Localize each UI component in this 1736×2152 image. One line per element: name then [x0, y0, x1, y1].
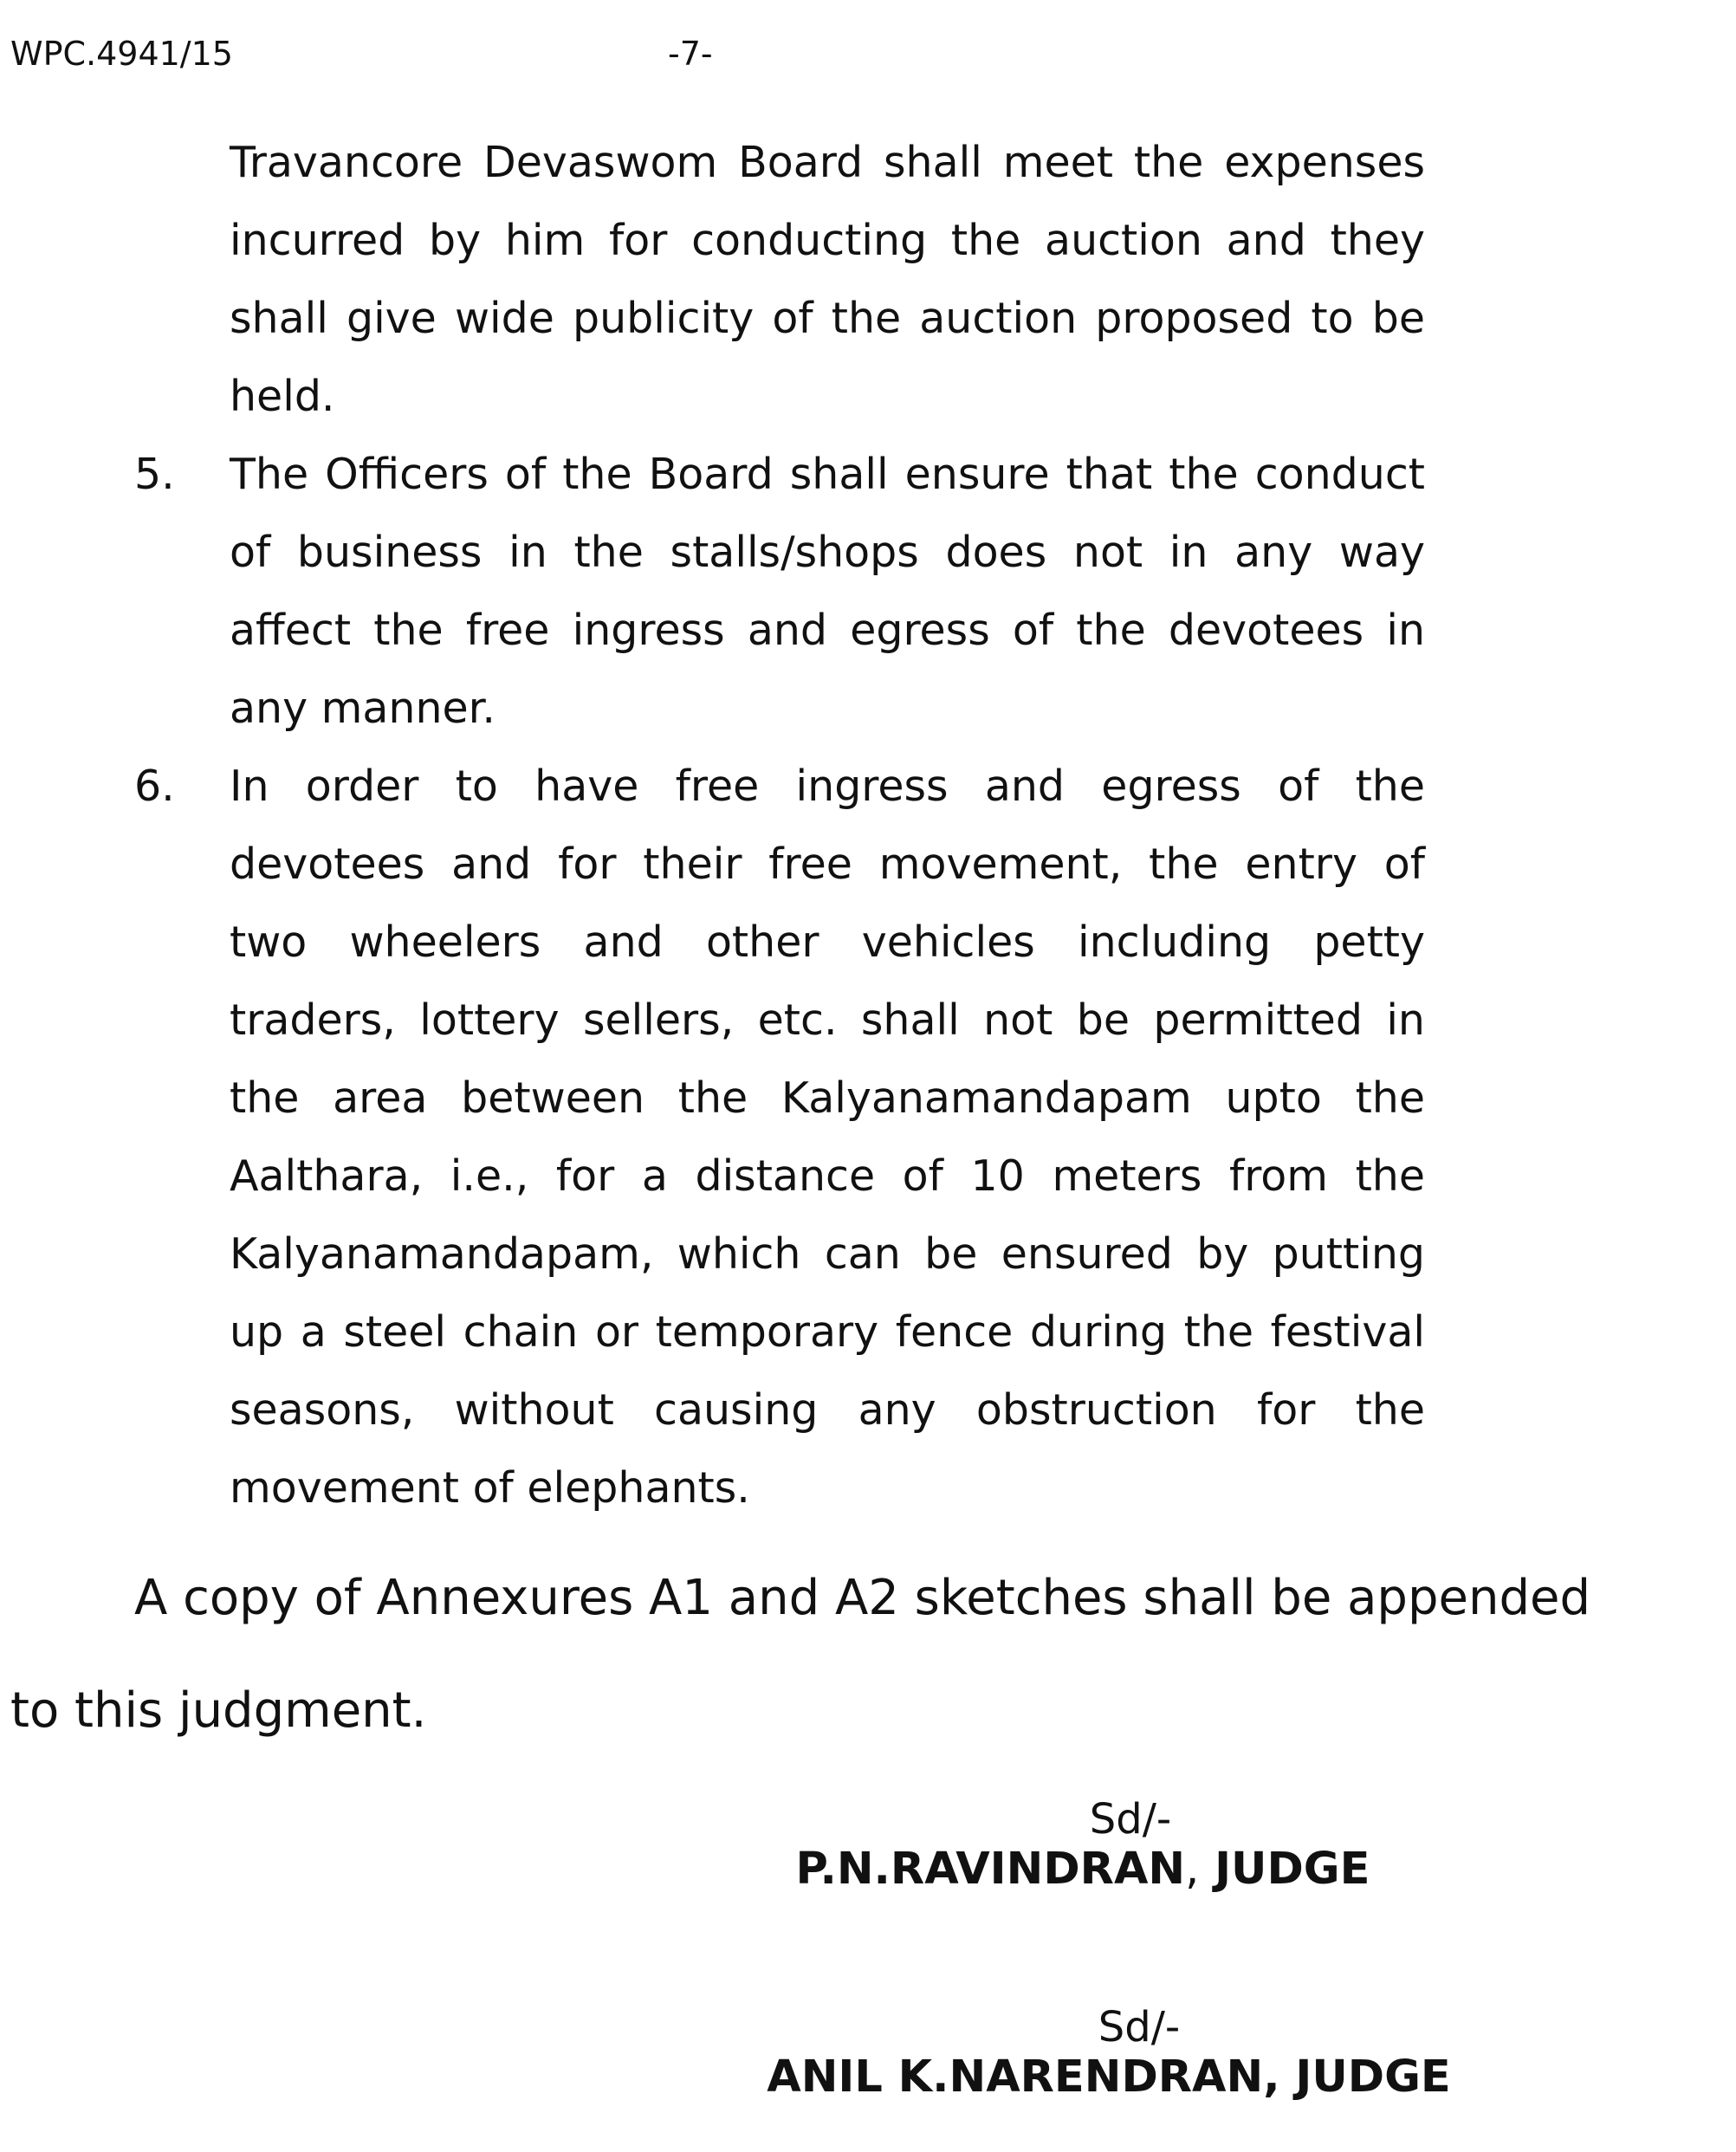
text-line: two wheelers and other vehicles including petty: [230, 917, 1425, 967]
text-line: devotees and for their free movement, the entry of: [230, 839, 1425, 889]
closing-line: to this judgment.: [10, 1682, 427, 1739]
closing-line: A copy of Annexures A1 and A2 sketches shall be appended: [134, 1570, 1591, 1626]
text-line: any manner.: [230, 684, 496, 733]
text-line: In order to have free ingress and egress of the: [230, 762, 1425, 811]
text-line: the area between the Kalyanamandapam upto the: [230, 1073, 1425, 1123]
text-line: Travancore Devaswom Board shall meet the expenses: [230, 138, 1425, 187]
text-line: held.: [230, 372, 335, 421]
judge-name: ANIL K.NARENDRAN, JUDGE: [767, 2052, 1451, 2103]
page-number: -7-: [668, 35, 713, 73]
text-line: Kalyanamandapam, which can be ensured by putting: [230, 1229, 1425, 1279]
item-number: 6.: [134, 762, 175, 811]
text-line: seasons, without causing any obstruction for the: [230, 1385, 1425, 1435]
text-line: affect the free ingress and egress of the devotees in: [230, 606, 1425, 655]
item-number: 5.: [134, 450, 175, 499]
text-line: traders, lottery sellers, etc. shall not be permitted in: [230, 995, 1425, 1045]
signature-mark: Sd/-: [1098, 2003, 1181, 2052]
text-line: shall give wide publicity of the auction proposed to be: [230, 294, 1425, 343]
text-line: up a steel chain or temporary fence during the festival: [230, 1307, 1425, 1357]
judge-name: P.N.RAVINDRAN, JUDGE: [795, 1844, 1370, 1895]
text-line: The Officers of the Board shall ensure that the conduct: [230, 450, 1425, 499]
text-line: incurred by him for conducting the auction and they: [230, 216, 1425, 265]
text-line: Aalthara, i.e., for a distance of 10 meters from the: [230, 1151, 1425, 1201]
text-line: of business in the stalls/shops does not in any way: [230, 528, 1425, 577]
signature-mark: Sd/-: [1089, 1795, 1172, 1844]
case-number: WPC.4941/15: [10, 35, 233, 73]
text-line: movement of elephants.: [230, 1463, 750, 1513]
